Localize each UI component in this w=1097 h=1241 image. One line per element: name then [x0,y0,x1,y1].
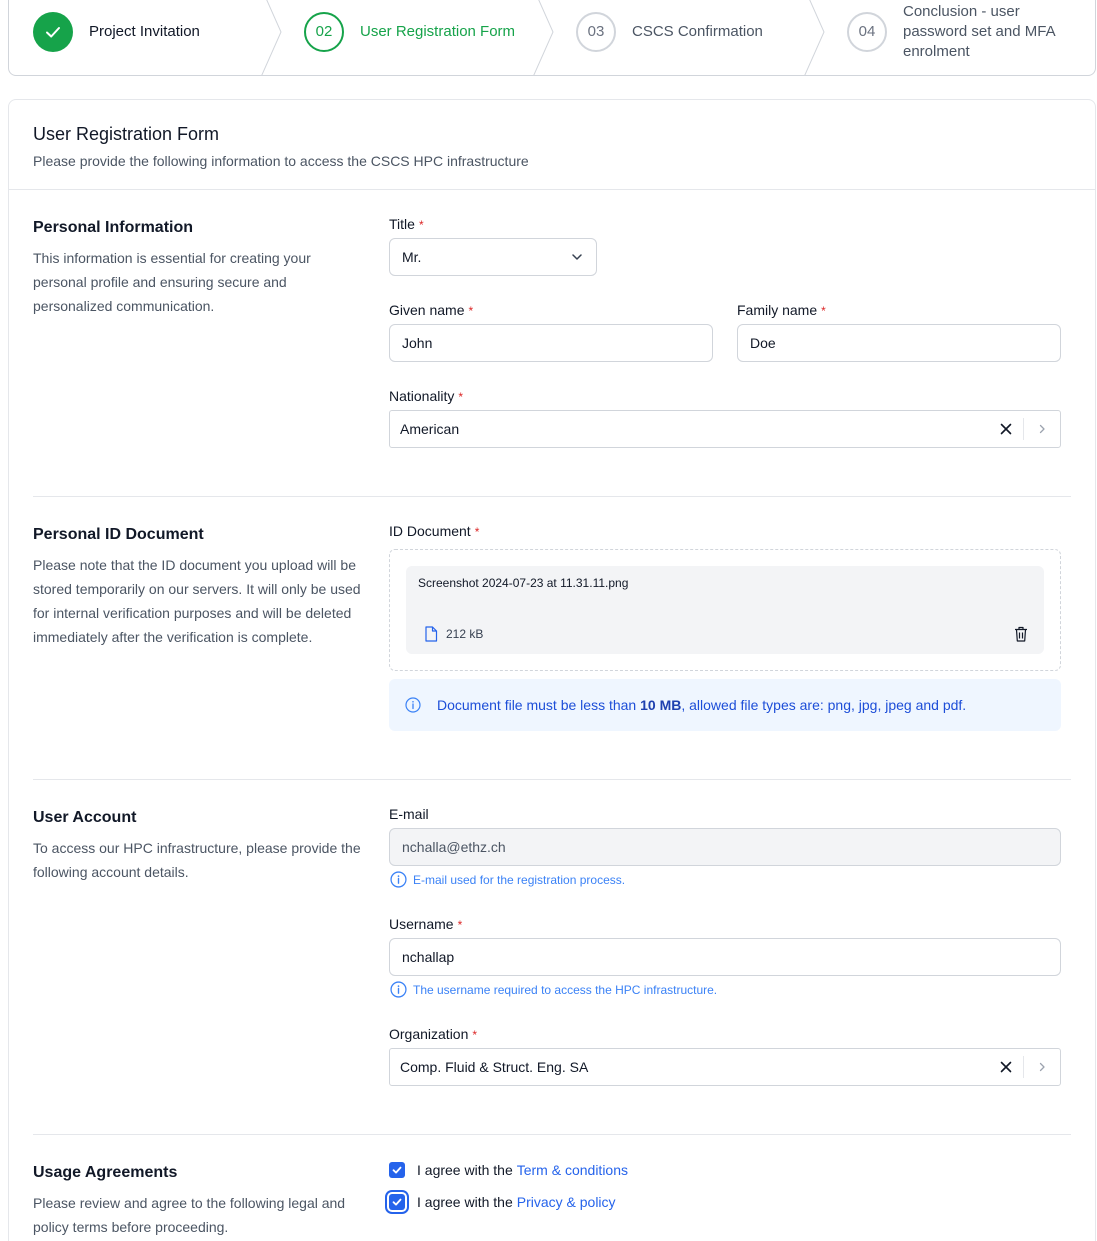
step-number: 04 [847,12,887,52]
required-marker: * [472,1028,478,1042]
username-input[interactable]: nchallap [389,938,1061,976]
form-title: User Registration Form [33,124,220,144]
section-divider [33,779,1071,780]
required-marker: * [821,304,826,318]
privacy-agreement [389,1194,616,1210]
chevron-right-icon[interactable] [1024,1049,1060,1085]
info-icon [390,981,407,998]
title-select-value: Mr. [402,249,422,265]
terms-link[interactable]: Term & conditions [516,1162,629,1178]
chevron-down-icon [570,250,584,264]
usage-agreements-title: Usage Agreements [33,1164,178,1181]
step-number: 02 [304,12,344,52]
privacy-checkbox[interactable] [389,1194,405,1210]
file-requirements-notice [389,679,1061,731]
id-document-title: Personal ID Document [33,526,204,543]
user-account-description: To access our HPC infrastructure, please provide the following account details. [33,840,361,880]
usage-agreements-description: Please review and agree to the following legal and policy terms before proceeding. [33,1195,346,1235]
email-label: E-mail [389,806,429,822]
progress-stepper [8,0,1096,76]
user-account-title: User Account [33,809,137,826]
organization-label: Organization * [389,1026,478,1042]
required-marker: * [468,304,474,318]
step-project-invitation[interactable] [33,1,200,62]
personal-info-description: This information is essential for creating your personal profile and ensuring secure and personalized communication. [33,250,311,314]
section-divider [33,1134,1071,1135]
notice-suffix: , allowed file types are: png, jpg, jpeg and pdf. [681,697,967,713]
notice-prefix: Document file must be less than [437,697,637,713]
title-select[interactable] [389,238,597,276]
given-name-label: Given name * [389,302,474,318]
organization-value: Comp. Fluid & Struct. Eng. SA [400,1059,589,1075]
family-name-input[interactable]: Doe [737,324,1061,362]
uploaded-file-size: 212 kB [446,627,484,641]
step-separator [261,0,283,76]
chevron-right-icon[interactable] [1024,411,1060,447]
email-field[interactable]: nchalla@ethz.ch [389,828,1061,866]
required-marker: * [458,390,464,404]
step-separator [533,0,555,76]
title-label: Title * [389,216,424,232]
required-marker: * [457,918,463,932]
required-marker: * [474,525,480,539]
id-document-dropzone[interactable] [389,549,1061,671]
check-icon [43,22,63,42]
uploaded-file-name: Screenshot 2024-07-23 at 11.31.11.png [418,576,629,590]
nationality-label: Nationality * [389,388,464,404]
username-hint: The username required to access the HPC infrastructure. [390,981,717,998]
nationality-value: American [400,421,460,437]
id-document-description: Please note that the ID document you upload will be stored temporarily on our servers. It will only be used for internal verification purposes and will be deleted immediately after the verification is complete. [33,557,361,645]
step-cscs-confirmation[interactable] [576,1,763,62]
check-icon [391,1164,403,1176]
personal-info-title: Personal Information [33,219,194,236]
email-hint: E-mail used for the registration process. [390,871,625,888]
info-icon [390,871,407,888]
terms-checkbox[interactable] [389,1162,405,1178]
clear-icon[interactable] [993,1054,1019,1080]
step-conclusion[interactable] [847,1,1073,62]
nationality-combobox[interactable] [389,410,1061,448]
organization-combobox[interactable] [389,1048,1061,1086]
step-complete-check [33,12,73,52]
step-label: User Registration Form [360,22,516,40]
step-label: Project Invitation [89,22,200,40]
family-name-label: Family name * [737,302,826,318]
section-divider [33,496,1071,497]
trash-icon[interactable] [1014,626,1028,642]
step-number: 03 [576,12,616,52]
info-icon [405,697,421,713]
username-label: Username * [389,916,463,932]
step-separator [804,0,826,76]
form-subtitle: Please provide the following information to access the CSCS HPC infrastructure [33,153,529,169]
terms-agreement [389,1162,628,1178]
privacy-text: I agree with the [417,1194,513,1210]
check-icon [391,1196,403,1208]
given-name-input[interactable]: John [389,324,713,362]
step-user-registration[interactable] [304,1,515,62]
uploaded-file-card [406,566,1044,654]
registration-form-card [8,99,1096,1241]
step-label: Conclusion - user password set and MFA enrolment [903,2,1055,60]
id-document-label: ID Document * [389,523,480,539]
step-label: CSCS Confirmation [632,22,763,40]
terms-text: I agree with the [417,1162,513,1178]
clear-icon[interactable] [993,416,1019,442]
card-header [9,100,1095,190]
privacy-link[interactable]: Privacy & policy [516,1194,616,1210]
notice-limit: 10 MB [640,697,682,713]
required-marker: * [418,218,424,232]
file-icon [424,626,438,642]
